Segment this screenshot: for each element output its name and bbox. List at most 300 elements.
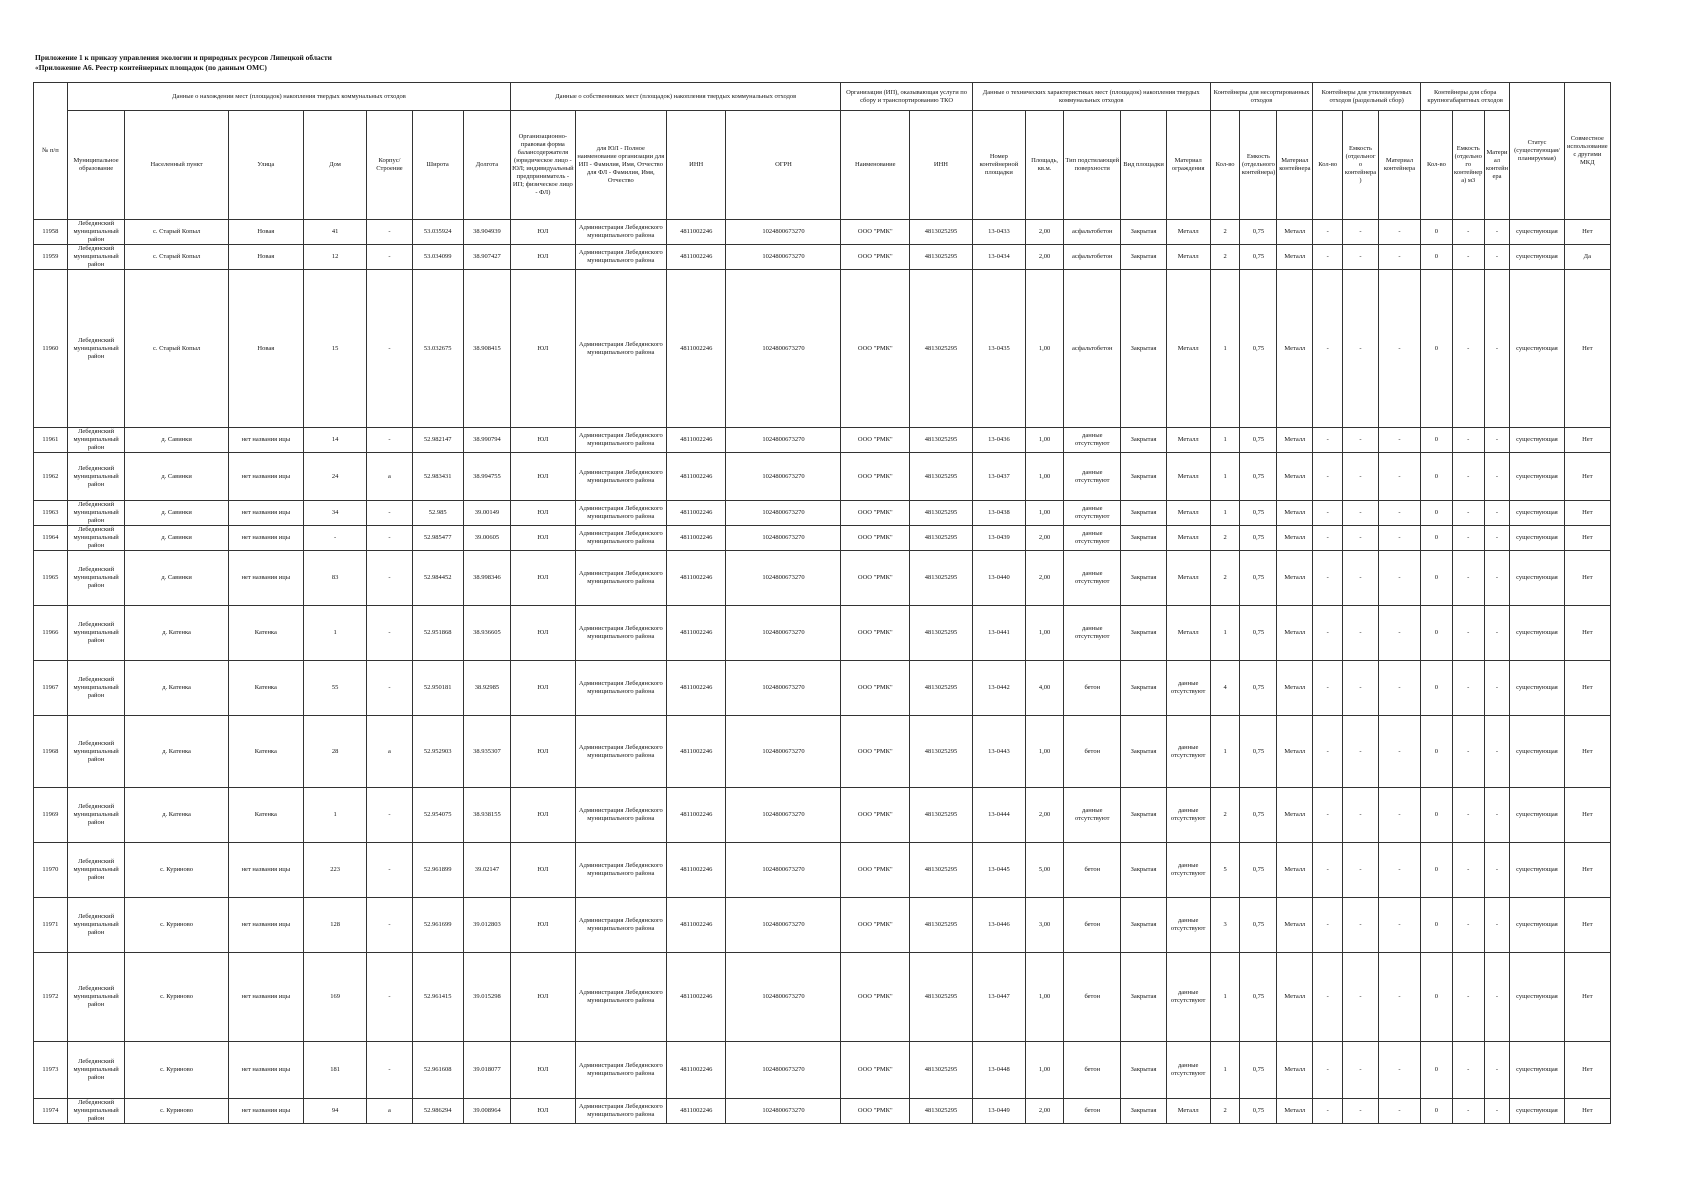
cell-owner: Администрация Лебедянского муниципального района	[575, 661, 666, 716]
cell-m1: Металл	[1277, 526, 1313, 551]
cell-num: 11959	[34, 245, 68, 270]
cell-inn: 4811002246	[666, 953, 726, 1042]
cell-surface: бетон	[1064, 1099, 1121, 1124]
cell-v2: -	[1343, 551, 1379, 606]
cell-shared: Нет	[1564, 428, 1610, 453]
cell-surface: асфальтобетон	[1064, 270, 1121, 428]
cell-area: 2,00	[1026, 526, 1064, 551]
cell-surface: бетон	[1064, 953, 1121, 1042]
cell-c1: 2	[1210, 551, 1240, 606]
cell-c2: -	[1313, 270, 1343, 428]
cell-c1: 2	[1210, 220, 1240, 245]
cell-c2: -	[1313, 606, 1343, 661]
group-header-owners: Данные о собственниках мест (площадок) накопления твердых коммунальных отходов	[511, 83, 841, 111]
cell-type: Закрытая	[1121, 270, 1166, 428]
cell-owner: Администрация Лебедянского муниципального района	[575, 898, 666, 953]
cell-m1: Металл	[1277, 220, 1313, 245]
cell-shared: Нет	[1564, 843, 1610, 898]
cell-lon: 38.92985	[463, 661, 510, 716]
cell-fence: Металл	[1166, 428, 1210, 453]
cell-site: 13-0447	[972, 953, 1025, 1042]
cell-op_inn: 4813025295	[910, 551, 973, 606]
cell-m3: -	[1484, 843, 1510, 898]
cell-c2: -	[1313, 843, 1343, 898]
cell-c3: 0	[1421, 843, 1453, 898]
cell-status: существующая	[1510, 428, 1564, 453]
cell-street: Катенка	[228, 606, 303, 661]
cell-m2: -	[1378, 270, 1420, 428]
cell-status: существующая	[1510, 245, 1564, 270]
cell-type: Закрытая	[1121, 843, 1166, 898]
cell-area: 2,00	[1026, 245, 1064, 270]
cell-v1: 0,75	[1240, 501, 1277, 526]
cell-mun: Лебедянский муниципальный район	[67, 606, 124, 661]
cell-inn: 4811002246	[666, 270, 726, 428]
col-header-bulky-count: Кол-во	[1421, 111, 1453, 220]
cell-owner: Администрация Лебедянского муниципального района	[575, 843, 666, 898]
cell-m1: Металл	[1277, 453, 1313, 501]
cell-type: Закрытая	[1121, 526, 1166, 551]
table-row	[34, 716, 1611, 788]
col-header-shared: Совместное использование с другими МКД	[1564, 83, 1610, 220]
cell-house: 15	[303, 270, 367, 428]
cell-house: 83	[303, 551, 367, 606]
cell-type: Закрытая	[1121, 788, 1166, 843]
group-header-technical: Данные о технических характеристиках мест (площадок) накопления твердых коммунальных отходов	[972, 83, 1210, 111]
cell-m2: -	[1378, 661, 1420, 716]
cell-surface: данные отсутствуют	[1064, 453, 1121, 501]
cell-c3: 0	[1421, 453, 1453, 501]
col-header-bulky-capacity: Емкость (отдельного контейнера) м3	[1452, 111, 1484, 220]
cell-c1: 2	[1210, 526, 1240, 551]
cell-v1: 0,75	[1240, 788, 1277, 843]
table-row	[34, 1099, 1611, 1124]
cell-inn: 4811002246	[666, 220, 726, 245]
cell-settlement: с. Старый Копыл	[125, 220, 229, 245]
cell-m2: -	[1378, 1099, 1420, 1124]
col-header-owner-name: для ЮЛ - Полное наименование организации для ИП - Фамилия, Имя, Отчество для ФЛ - Фамилия, Имя, Отчество	[575, 111, 666, 220]
cell-bld: -	[367, 1042, 412, 1099]
cell-num: 11964	[34, 526, 68, 551]
cell-op_inn: 4813025295	[910, 501, 973, 526]
cell-fence: Металл	[1166, 1099, 1210, 1124]
cell-mun: Лебедянский муниципальный район	[67, 526, 124, 551]
cell-m3: -	[1484, 220, 1510, 245]
cell-c1: 1	[1210, 1042, 1240, 1099]
cell-settlement: с. Куриново	[125, 1042, 229, 1099]
table-row	[34, 843, 1611, 898]
cell-v3: -	[1452, 788, 1484, 843]
cell-inn: 4811002246	[666, 898, 726, 953]
cell-num: 11962	[34, 453, 68, 501]
cell-op_inn: 4813025295	[910, 245, 973, 270]
cell-fence: Металл	[1166, 453, 1210, 501]
cell-settlement: с. Куриново	[125, 843, 229, 898]
cell-bld: а	[367, 716, 412, 788]
cell-status: существующая	[1510, 788, 1564, 843]
cell-op_inn: 4813025295	[910, 898, 973, 953]
cell-site: 13-0443	[972, 716, 1025, 788]
cell-c3: 0	[1421, 220, 1453, 245]
cell-area: 1,00	[1026, 428, 1064, 453]
cell-op: ООО "РМК"	[841, 270, 910, 428]
cell-inn: 4811002246	[666, 1042, 726, 1099]
cell-site: 13-0445	[972, 843, 1025, 898]
cell-site: 13-0444	[972, 788, 1025, 843]
registry-body	[34, 220, 1611, 1124]
cell-settlement: д. Савинки	[125, 551, 229, 606]
cell-surface: бетон	[1064, 1042, 1121, 1099]
cell-street: нет названия ицы	[228, 526, 303, 551]
cell-v3: -	[1452, 220, 1484, 245]
cell-m1: Металл	[1277, 428, 1313, 453]
cell-op_inn: 4813025295	[910, 716, 973, 788]
cell-mun: Лебедянский муниципальный район	[67, 1042, 124, 1099]
cell-surface: данные отсутствуют	[1064, 606, 1121, 661]
cell-status: существующая	[1510, 526, 1564, 551]
cell-shared: Нет	[1564, 270, 1610, 428]
cell-v1: 0,75	[1240, 898, 1277, 953]
table-row	[34, 220, 1611, 245]
cell-type: Закрытая	[1121, 898, 1166, 953]
cell-lat: 53.034099	[412, 245, 463, 270]
cell-c1: 2	[1210, 1099, 1240, 1124]
cell-lat: 52.982147	[412, 428, 463, 453]
cell-op_inn: 4813025295	[910, 606, 973, 661]
cell-c1: 1	[1210, 501, 1240, 526]
cell-street: Катенка	[228, 788, 303, 843]
cell-v1: 0,75	[1240, 428, 1277, 453]
cell-fence: данные отсутствуют	[1166, 716, 1210, 788]
cell-street: нет названия ицы	[228, 551, 303, 606]
cell-c2: -	[1313, 245, 1343, 270]
cell-v2: -	[1343, 453, 1379, 501]
cell-ogrn: 1024800673270	[726, 526, 841, 551]
cell-fence: Металл	[1166, 501, 1210, 526]
cell-c3: 0	[1421, 501, 1453, 526]
cell-mun: Лебедянский муниципальный район	[67, 245, 124, 270]
cell-area: 2,00	[1026, 220, 1064, 245]
cell-v3: -	[1452, 453, 1484, 501]
cell-m2: -	[1378, 788, 1420, 843]
cell-type: Закрытая	[1121, 453, 1166, 501]
cell-v2: -	[1343, 788, 1379, 843]
cell-form: ЮЛ	[511, 661, 576, 716]
cell-site: 13-0448	[972, 1042, 1025, 1099]
cell-shared: Нет	[1564, 606, 1610, 661]
cell-m3: -	[1484, 953, 1510, 1042]
cell-c2: -	[1313, 953, 1343, 1042]
cell-street: нет названия ицы	[228, 953, 303, 1042]
cell-lon: 39.00149	[463, 501, 510, 526]
cell-shared: Нет	[1564, 788, 1610, 843]
cell-inn: 4811002246	[666, 245, 726, 270]
cell-m2: -	[1378, 245, 1420, 270]
cell-m3: -	[1484, 606, 1510, 661]
cell-op_inn: 4813025295	[910, 661, 973, 716]
cell-form: ЮЛ	[511, 953, 576, 1042]
cell-c1: 2	[1210, 788, 1240, 843]
cell-v2: -	[1343, 661, 1379, 716]
cell-lat: 52.952903	[412, 716, 463, 788]
cell-num: 11972	[34, 953, 68, 1042]
cell-area: 1,00	[1026, 501, 1064, 526]
cell-m2: -	[1378, 551, 1420, 606]
cell-street: нет названия ицы	[228, 1099, 303, 1124]
cell-m2: -	[1378, 716, 1420, 788]
cell-lat: 52.961608	[412, 1042, 463, 1099]
col-header-building: Корпус/Строение	[367, 111, 412, 220]
cell-settlement: с. Старый Копыл	[125, 245, 229, 270]
cell-form: ЮЛ	[511, 428, 576, 453]
cell-shared: Нет	[1564, 898, 1610, 953]
cell-mun: Лебедянский муниципальный район	[67, 788, 124, 843]
cell-type: Закрытая	[1121, 551, 1166, 606]
cell-ogrn: 1024800673270	[726, 788, 841, 843]
cell-c2: -	[1313, 453, 1343, 501]
cell-c1: 4	[1210, 661, 1240, 716]
cell-v3: -	[1452, 245, 1484, 270]
cell-settlement: с. Куриново	[125, 898, 229, 953]
cell-shared: Да	[1564, 245, 1610, 270]
col-header-municipality: Муниципальное образование	[67, 111, 124, 220]
cell-m3: -	[1484, 788, 1510, 843]
col-header-settlement: Населенный пункт	[125, 111, 229, 220]
cell-shared: Нет	[1564, 501, 1610, 526]
cell-inn: 4811002246	[666, 788, 726, 843]
cell-ogrn: 1024800673270	[726, 953, 841, 1042]
col-header-area: Площадь, кв.м.	[1026, 111, 1064, 220]
cell-inn: 4811002246	[666, 1099, 726, 1124]
cell-lat: 52.986294	[412, 1099, 463, 1124]
cell-num: 11973	[34, 1042, 68, 1099]
cell-op_inn: 4813025295	[910, 788, 973, 843]
cell-settlement: д. Катенка	[125, 788, 229, 843]
cell-type: Закрытая	[1121, 245, 1166, 270]
cell-status: существующая	[1510, 898, 1564, 953]
cell-fence: данные отсутствуют	[1166, 1042, 1210, 1099]
cell-op: ООО "РМК"	[841, 551, 910, 606]
cell-v2: -	[1343, 526, 1379, 551]
cell-inn: 4811002246	[666, 661, 726, 716]
cell-form: ЮЛ	[511, 526, 576, 551]
cell-lon: 39.00605	[463, 526, 510, 551]
cell-street: Новая	[228, 270, 303, 428]
cell-bld: -	[367, 788, 412, 843]
cell-m1: Металл	[1277, 270, 1313, 428]
cell-m1: Металл	[1277, 245, 1313, 270]
cell-type: Закрытая	[1121, 220, 1166, 245]
table-row	[34, 1042, 1611, 1099]
col-header-longitude: Долгота	[463, 111, 510, 220]
cell-m1: Металл	[1277, 953, 1313, 1042]
cell-lon: 39.02147	[463, 843, 510, 898]
cell-num: 11970	[34, 843, 68, 898]
cell-lat: 52.961899	[412, 843, 463, 898]
cell-lat: 52.951868	[412, 606, 463, 661]
cell-owner: Администрация Лебедянского муниципального района	[575, 501, 666, 526]
cell-status: существующая	[1510, 453, 1564, 501]
table-row	[34, 606, 1611, 661]
cell-m1: Металл	[1277, 788, 1313, 843]
cell-m2: -	[1378, 428, 1420, 453]
cell-v2: -	[1343, 220, 1379, 245]
header-line-1: Приложение 1 к приказу управления экологии и природных ресурсов Липецкой области	[35, 53, 332, 62]
col-header-legal-form: Организационно-правовая форма балансодержателя (юридическое лицо - ЮЛ; индивидуальный предприниматель - ИП; физическое лицо - ФЛ)	[511, 111, 576, 220]
cell-op_inn: 4813025295	[910, 1042, 973, 1099]
cell-op: ООО "РМК"	[841, 1042, 910, 1099]
cell-m1: Металл	[1277, 1042, 1313, 1099]
cell-v3: -	[1452, 1042, 1484, 1099]
cell-shared: Нет	[1564, 661, 1610, 716]
cell-op_inn: 4813025295	[910, 270, 973, 428]
cell-bld: -	[367, 245, 412, 270]
cell-bld: -	[367, 843, 412, 898]
cell-c1: 1	[1210, 453, 1240, 501]
cell-surface: данные отсутствуют	[1064, 501, 1121, 526]
cell-mun: Лебедянский муниципальный район	[67, 716, 124, 788]
table-row	[34, 453, 1611, 501]
table-row	[34, 245, 1611, 270]
cell-form: ЮЛ	[511, 551, 576, 606]
cell-op: ООО "РМК"	[841, 606, 910, 661]
cell-site: 13-0438	[972, 501, 1025, 526]
cell-m2: -	[1378, 606, 1420, 661]
cell-c1: 5	[1210, 843, 1240, 898]
cell-lat: 52.961699	[412, 898, 463, 953]
col-header-latitude: Широта	[412, 111, 463, 220]
cell-ogrn: 1024800673270	[726, 551, 841, 606]
cell-bld: -	[367, 898, 412, 953]
cell-op: ООО "РМК"	[841, 453, 910, 501]
cell-lat: 53.032675	[412, 270, 463, 428]
cell-street: Новая	[228, 245, 303, 270]
cell-site: 13-0442	[972, 661, 1025, 716]
cell-house: 169	[303, 953, 367, 1042]
cell-v3: -	[1452, 551, 1484, 606]
cell-shared: Нет	[1564, 526, 1610, 551]
cell-v1: 0,75	[1240, 551, 1277, 606]
cell-op: ООО "РМК"	[841, 526, 910, 551]
cell-surface: данные отсутствуют	[1064, 526, 1121, 551]
cell-m1: Металл	[1277, 898, 1313, 953]
cell-c3: 0	[1421, 270, 1453, 428]
cell-m3: -	[1484, 245, 1510, 270]
cell-lat: 53.035924	[412, 220, 463, 245]
cell-num: 11960	[34, 270, 68, 428]
cell-shared: Нет	[1564, 1042, 1610, 1099]
cell-num: 11961	[34, 428, 68, 453]
cell-ogrn: 1024800673270	[726, 453, 841, 501]
cell-site: 13-0435	[972, 270, 1025, 428]
table-row	[34, 788, 1611, 843]
cell-lon: 38.938155	[463, 788, 510, 843]
cell-mun: Лебедянский муниципальный район	[67, 1099, 124, 1124]
cell-op_inn: 4813025295	[910, 953, 973, 1042]
cell-site: 13-0441	[972, 606, 1025, 661]
cell-fence: данные отсутствуют	[1166, 661, 1210, 716]
cell-owner: Администрация Лебедянского муниципального района	[575, 245, 666, 270]
cell-c2: -	[1313, 501, 1343, 526]
table-row	[34, 501, 1611, 526]
cell-lat: 52.983431	[412, 453, 463, 501]
cell-mun: Лебедянский муниципальный район	[67, 270, 124, 428]
cell-m1: Металл	[1277, 661, 1313, 716]
cell-area: 1,00	[1026, 606, 1064, 661]
cell-owner: Администрация Лебедянского муниципального района	[575, 788, 666, 843]
cell-shared: Нет	[1564, 220, 1610, 245]
col-header-mixed-capacity: Емкость (отдельного контейнера)	[1240, 111, 1277, 220]
cell-v1: 0,75	[1240, 1099, 1277, 1124]
cell-street: нет названия ицы	[228, 501, 303, 526]
cell-op: ООО "РМК"	[841, 1099, 910, 1124]
cell-c3: 0	[1421, 953, 1453, 1042]
cell-settlement: с. Куриново	[125, 1099, 229, 1124]
cell-m3: -	[1484, 1099, 1510, 1124]
cell-ogrn: 1024800673270	[726, 270, 841, 428]
cell-ogrn: 1024800673270	[726, 898, 841, 953]
cell-m3: -	[1484, 898, 1510, 953]
cell-area: 3,00	[1026, 898, 1064, 953]
cell-c1: 2	[1210, 245, 1240, 270]
cell-lat: 52.961415	[412, 953, 463, 1042]
cell-area: 2,00	[1026, 1099, 1064, 1124]
cell-form: ЮЛ	[511, 843, 576, 898]
cell-m3: -	[1484, 661, 1510, 716]
cell-m3: -	[1484, 428, 1510, 453]
cell-fence: данные отсутствуют	[1166, 953, 1210, 1042]
cell-form: ЮЛ	[511, 501, 576, 526]
cell-bld: -	[367, 606, 412, 661]
cell-area: 4,00	[1026, 661, 1064, 716]
cell-settlement: д. Катенка	[125, 661, 229, 716]
cell-inn: 4811002246	[666, 501, 726, 526]
cell-c1: 1	[1210, 428, 1240, 453]
cell-house: 55	[303, 661, 367, 716]
cell-lat: 52.985	[412, 501, 463, 526]
cell-house: 223	[303, 843, 367, 898]
cell-v1: 0,75	[1240, 953, 1277, 1042]
cell-num: 11969	[34, 788, 68, 843]
cell-form: ЮЛ	[511, 270, 576, 428]
cell-m3: -	[1484, 551, 1510, 606]
cell-v3: -	[1452, 661, 1484, 716]
cell-owner: Администрация Лебедянского муниципального района	[575, 270, 666, 428]
cell-settlement: д. Савинки	[125, 453, 229, 501]
cell-ogrn: 1024800673270	[726, 1099, 841, 1124]
cell-c3: 0	[1421, 606, 1453, 661]
cell-num: 11958	[34, 220, 68, 245]
col-header-rec-material: Материал контейнера	[1378, 111, 1420, 220]
cell-status: существующая	[1510, 501, 1564, 526]
cell-owner: Администрация Лебедянского муниципального района	[575, 953, 666, 1042]
cell-surface: бетон	[1064, 661, 1121, 716]
col-header-bulky-material: Материал контейнера	[1484, 111, 1510, 220]
cell-ogrn: 1024800673270	[726, 1042, 841, 1099]
cell-area: 2,00	[1026, 788, 1064, 843]
cell-m1: Металл	[1277, 606, 1313, 661]
cell-fence: Металл	[1166, 220, 1210, 245]
cell-owner: Администрация Лебедянского муниципального района	[575, 716, 666, 788]
cell-area: 5,00	[1026, 843, 1064, 898]
cell-lon: 39.012803	[463, 898, 510, 953]
cell-surface: бетон	[1064, 898, 1121, 953]
table-row	[34, 526, 1611, 551]
cell-v3: -	[1452, 716, 1484, 788]
cell-v2: -	[1343, 843, 1379, 898]
cell-ogrn: 1024800673270	[726, 606, 841, 661]
cell-house: 28	[303, 716, 367, 788]
